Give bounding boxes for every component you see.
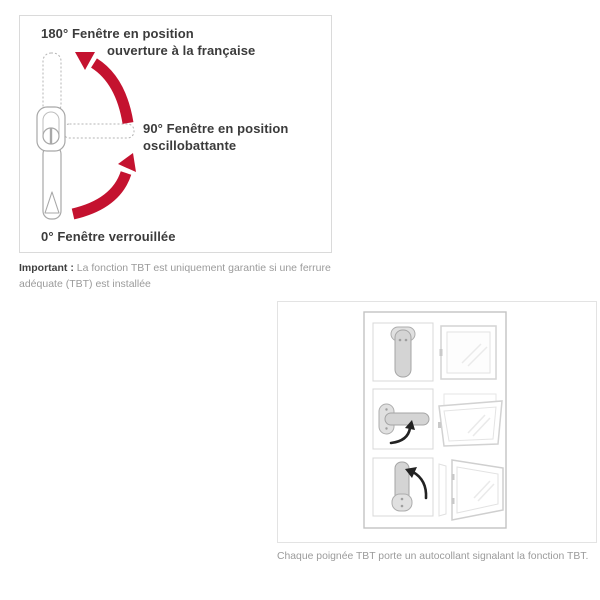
rotate-to-90-arrow-icon	[73, 153, 136, 214]
sticker-caption: Chaque poignée TBT porte un autocollant signalant la fonction TBT.	[277, 551, 589, 562]
label-90-line2: oscillobattante	[143, 138, 237, 153]
important-note-prefix: Important :	[19, 262, 74, 274]
rotate-to-180-arrow-icon	[75, 52, 128, 123]
sticker-panel	[277, 301, 597, 543]
important-note-line2: adéquate (TBT) est installée	[19, 277, 151, 290]
handle-180-ghost-icon	[43, 53, 61, 113]
window-closed-icon	[440, 326, 497, 379]
label-90-line1: 90° Fenêtre en position	[143, 121, 289, 136]
important-note-line1: La fonction TBT est uniquement garantie si une ferrure	[76, 262, 331, 274]
important-note	[19, 261, 379, 292]
handle-90-ghost-icon	[63, 124, 134, 138]
window-tilted-icon	[438, 394, 502, 446]
handle-0-icon	[43, 146, 61, 219]
label-0: 0° Fenêtre verrouillée	[41, 229, 176, 244]
label-180-line2: ouverture à la française	[107, 43, 256, 58]
label-180-line1: 180° Fenêtre en position	[41, 26, 194, 41]
handle-rotation-diagram	[19, 15, 332, 253]
handle-rosette-lock-icon	[37, 107, 65, 151]
sticker-art	[278, 302, 596, 542]
handle-down-locked-icon	[391, 327, 415, 377]
